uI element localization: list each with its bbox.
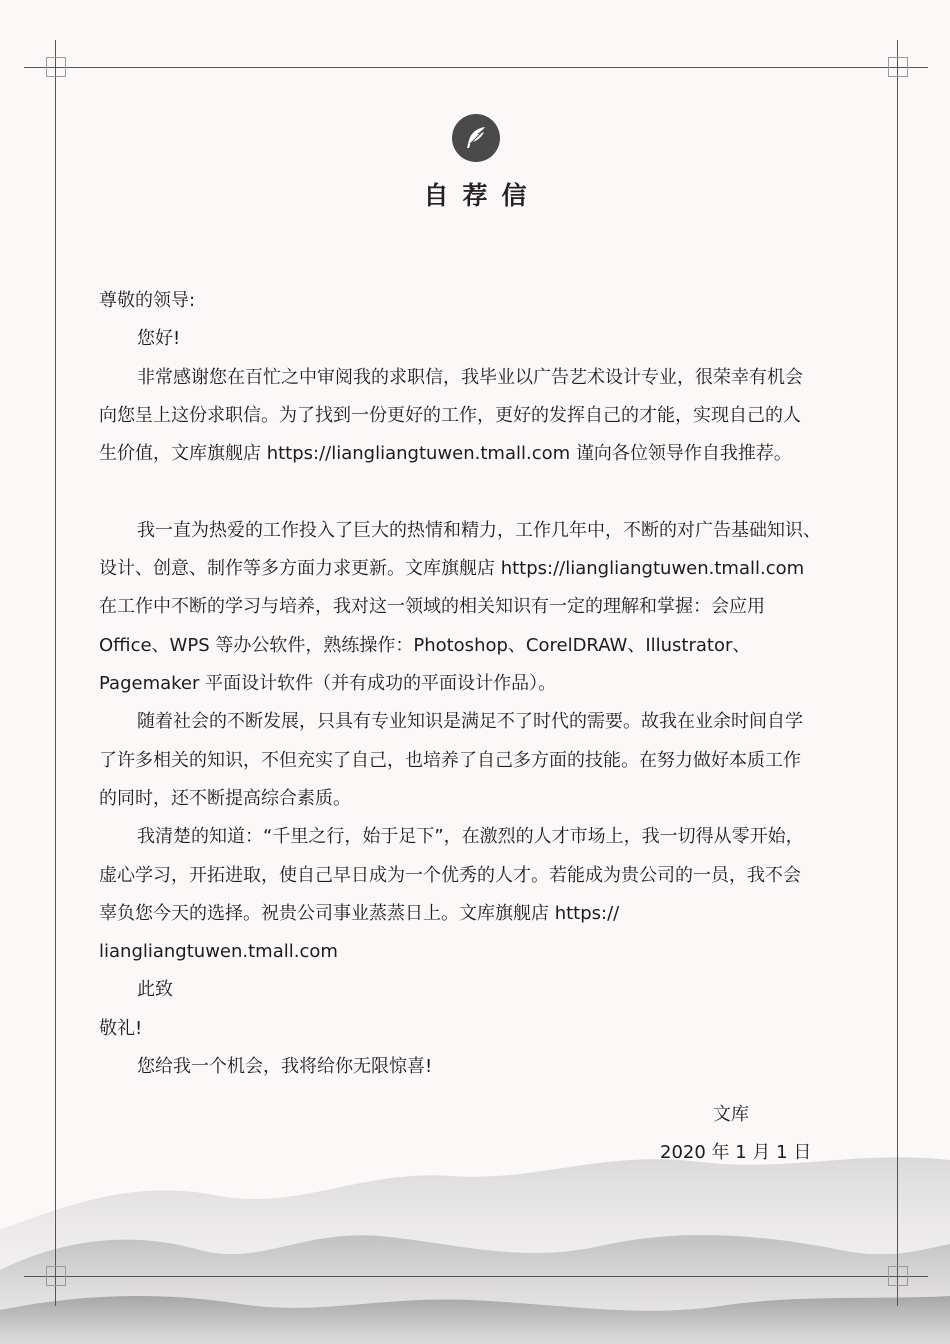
closing-jingli: 敬礼!: [99, 1018, 143, 1039]
signature-date: 2020 年 1 月 1 日: [660, 1142, 812, 1163]
paragraph-4-line-1: 我清楚的知道：“千里之行，始于足下”，在激烈的人才市场上，我一切得从零开始，: [137, 826, 804, 847]
corner-box-bottom-right: [888, 1266, 908, 1286]
frame-bottom-line: [24, 1276, 928, 1277]
paragraph-4-line-3: 辜负您今天的选择。祝贵公司事业蒸蒸日上。文库旗舰店 https://: [99, 903, 620, 924]
paragraph-3-line-1: 随着社会的不断发展，只具有专业知识是满足不了时代的需要。故我在业余时间自学: [137, 711, 803, 732]
feather-logo: [452, 114, 500, 162]
paragraph-4-line-2: 虚心学习，开拓进取，使自己早日成为一个优秀的人才。若能成为贵公司的一员，我不会: [99, 865, 801, 886]
paragraph-2-line-3: 在工作中不断的学习与培养，我对这一领域的相关知识有一定的理解和掌握：会应用: [99, 596, 765, 617]
paragraph-1-line-1: 非常感谢您在百忙之中审阅我的求职信，我毕业以广告艺术设计专业，很荣幸有机会: [137, 367, 803, 388]
paragraph-2-line-1: 我一直为热爱的工作投入了巨大的热情和精力，工作几年中，不断的对广告基础知识、: [137, 520, 821, 541]
paragraph-3-line-3: 的同时，还不断提高综合素质。: [99, 788, 351, 809]
frame-left-line: [55, 40, 56, 1306]
corner-box-top-right: [888, 57, 908, 77]
paragraph-3-line-2: 了许多相关的知识，不但充实了自己，也培养了自己多方面的技能。在努力做好本质工作: [99, 750, 801, 771]
letter-title: 自荐信: [423, 181, 541, 210]
paragraph-2-line-4: Office、WPS 等办公软件，熟练操作：Photoshop、CorelDRAW、Illustrator、: [99, 635, 751, 656]
feather-icon: [461, 123, 491, 153]
paragraph-1-line-2: 向您呈上这份求职信。为了找到一份更好的工作，更好的发挥自己的才能，实现自己的人: [99, 405, 801, 426]
closing-cizhi: 此致: [137, 979, 173, 1000]
frame-top-line: [24, 67, 928, 68]
paragraph-1-line-3: 生价值，文库旗舰店 https://liangliangtuwen.tmall.com 谨向各位领导作自我推荐。: [99, 443, 792, 464]
signature-name: 文库: [713, 1104, 749, 1125]
closing-remark: 您给我一个机会，我将给你无限惊喜!: [137, 1056, 433, 1077]
corner-box-top-left: [46, 57, 66, 77]
frame-right-line: [897, 40, 898, 1306]
paragraph-2-line-2: 设计、创意、制作等多方面力求更新。文库旗舰店 https://liangliangtuwen.tmall.com: [99, 558, 805, 579]
paragraph-2-line-5: Pagemaker 平面设计软件（并有成功的平面设计作品）。: [99, 673, 557, 694]
salutation: 尊敬的领导:: [99, 290, 196, 311]
greeting: 您好!: [137, 328, 181, 349]
near-mountains: [0, 1296, 950, 1344]
corner-box-bottom-left: [46, 1266, 66, 1286]
paragraph-4-line-4: liangliangtuwen.tmall.com: [99, 941, 338, 962]
